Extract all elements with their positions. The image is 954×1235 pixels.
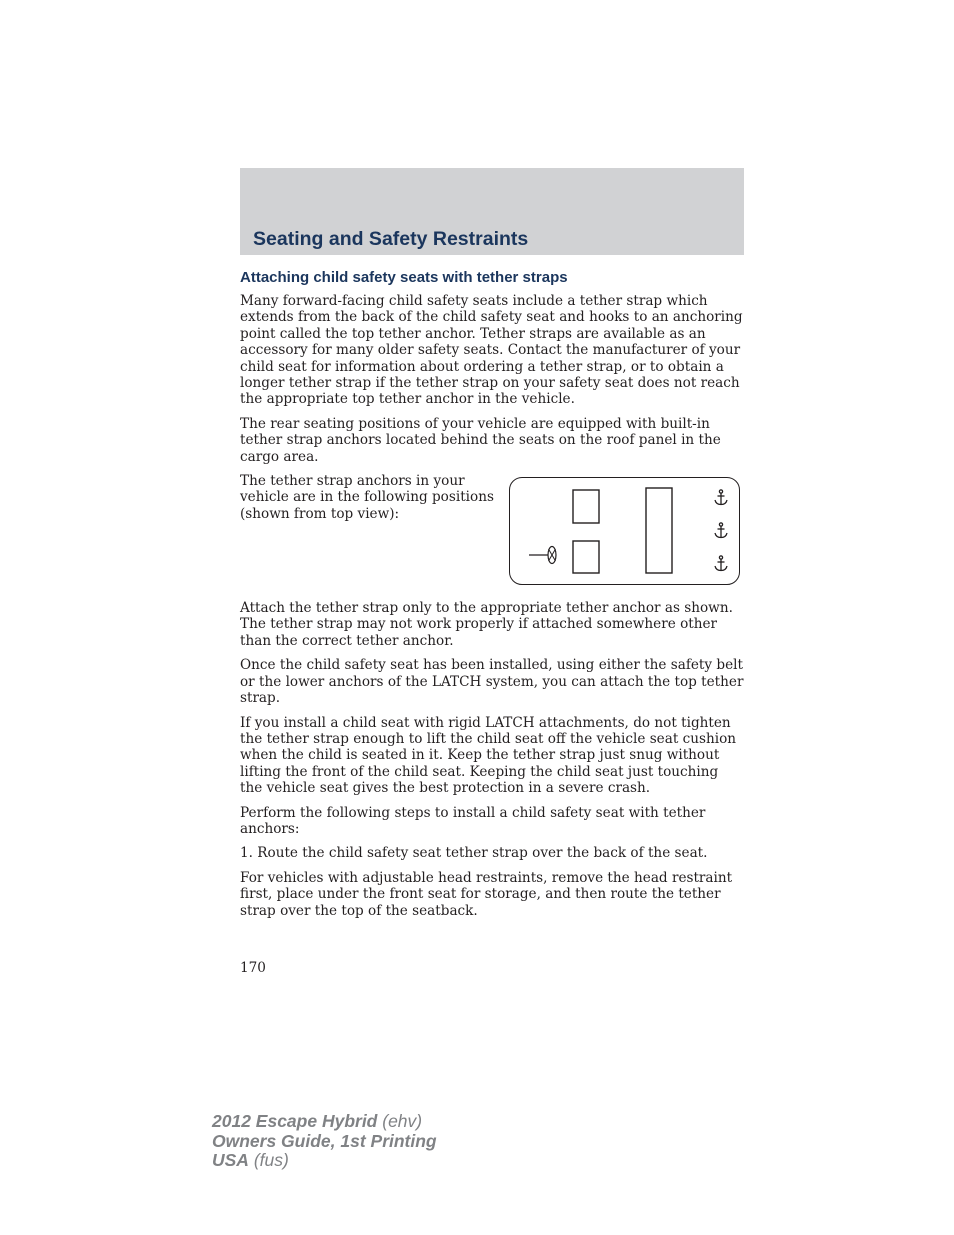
footer-line-guide (212, 1132, 437, 1152)
figure-caption: The tether strap anchors in your vehicle are in the following positions (shown from top view): (240, 473, 494, 522)
body-paragraph: Perform the following steps to install a child safety seat with tether anchors: (240, 804, 706, 837)
front-seat-left (573, 541, 599, 573)
footer-model-code: (ehv) (377, 1111, 423, 1131)
figure-row (240, 473, 744, 600)
footer-line-market (212, 1151, 437, 1171)
footer-edition-info (212, 1112, 437, 1171)
anchor-icon (715, 556, 727, 571)
rear-bench-seat (646, 488, 672, 573)
body-paragraph: Many forward-facing child safety seats include a tether strap which extends from the back of the child safety seat and hooks to an anchoring point called the top tether anchor. Tether straps are available as an accessory for many older safety seats. Contact the manufacturer of your child seat for information about ordering a tether strap, or to obtain a longer tether strap if the tether strap on your safety seat does not reach the appropriate top tether anchor in the vehicle. (240, 293, 743, 408)
section-title: Seating and Safety Restraints (253, 228, 529, 250)
tether-anchor-diagram (509, 477, 740, 585)
subheading: Attaching child safety seats with tether straps (240, 269, 568, 286)
vehicle-top-view-svg (510, 478, 741, 586)
footer-market: USA (212, 1150, 249, 1170)
steering-wheel-icon (529, 547, 556, 564)
body-paragraph: Attach the tether strap only to the appropriate tether anchor as shown. The tether strap may not work properly if attached somewhere other than the correct tether anchor. (240, 600, 733, 649)
footer-model: 2012 Escape Hybrid (212, 1111, 378, 1131)
front-seat-right (573, 490, 599, 523)
body-paragraph: For vehicles with adjustable head restraints, remove the head restraint first, place under the front seat for storage, and then route the tether strap over the top of the seatback. (240, 869, 733, 919)
anchor-icon (715, 523, 727, 538)
footer-market-code: (fus) (248, 1150, 289, 1170)
page-number: 170 (240, 960, 266, 976)
section-header-band (240, 168, 744, 255)
anchor-icon (715, 490, 727, 505)
body-paragraph: If you install a child seat with rigid LATCH attachments, do not tighten the tether strap enough to lift the child seat off the vehicle seat cushion when the child is seated in it. Keep the tether strap just snug without lifting the front of the child seat. Keeping the child seat just touching the vehicle seat gives the best protection in a severe crash. (240, 714, 737, 797)
body-paragraph: The rear seating positions of your vehicle are equipped with built-in tether strap anchors located behind the seats on the roof panel in the cargo area. (240, 415, 721, 465)
footer-line-model (212, 1112, 437, 1132)
footer-guide: Owners Guide, 1st Printing (212, 1130, 437, 1151)
step-item: 1. Route the child safety seat tether strap over the back of the seat. (240, 845, 708, 862)
body-paragraph: Once the child safety seat has been installed, using either the safety belt or the lower anchors of the LATCH system, you can attach the top tether strap. (240, 657, 744, 707)
page-content (240, 268, 744, 927)
